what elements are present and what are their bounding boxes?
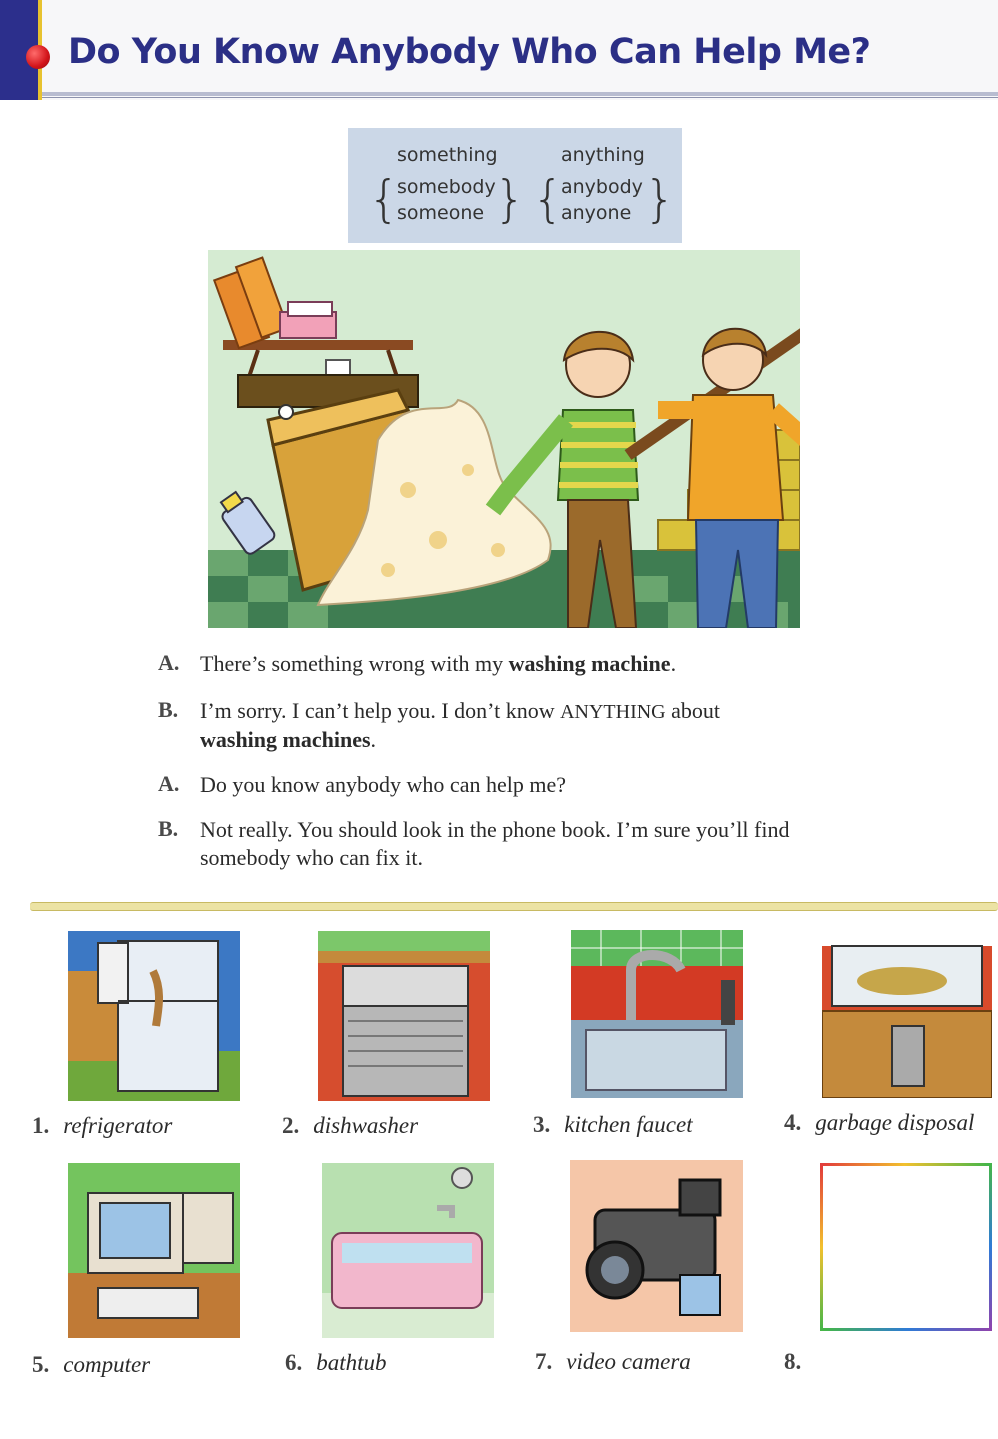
dialog-text-part: I’m sorry. I can’t help you. I don’t know	[200, 698, 561, 723]
vocabulary-box	[348, 128, 682, 243]
speaker-label: A.	[158, 771, 180, 796]
dialog-text-part: There’s something wrong with my	[200, 651, 509, 676]
dialog-text	[200, 697, 840, 754]
item-caption	[282, 1113, 418, 1139]
title-underline-thin	[42, 97, 998, 98]
bullet-dot-icon	[26, 45, 50, 69]
vocab-anybody: anybody	[561, 176, 643, 198]
computer-picture	[68, 1163, 240, 1338]
item-word: computer	[63, 1352, 151, 1377]
item-caption	[32, 1352, 150, 1378]
dialog-text: Do you know anybody who can help me?	[200, 772, 566, 797]
speaker-label: B.	[158, 697, 179, 722]
vocab-anything: anything	[561, 144, 645, 166]
refrigerator-picture	[68, 931, 240, 1101]
item-caption	[784, 1349, 815, 1375]
item-caption	[535, 1349, 691, 1375]
vocab-somebody: somebody	[397, 176, 496, 198]
blank-picture-frame	[820, 1163, 992, 1331]
dialog-text-part: .	[670, 651, 677, 676]
item-caption	[784, 1110, 974, 1136]
left-brace-icon: {	[532, 170, 564, 228]
item-word: kitchen faucet	[564, 1112, 693, 1137]
right-brace-icon: }	[494, 170, 526, 228]
left-brace-icon: {	[368, 170, 400, 228]
video-camera-picture	[570, 1160, 743, 1332]
item-number: 8.	[784, 1349, 802, 1374]
vocab-someone: someone	[397, 202, 485, 224]
speaker-label: A.	[158, 650, 180, 675]
item-number: 3.	[533, 1112, 551, 1137]
dialog-text	[200, 650, 840, 678]
vocab-something: something	[397, 144, 498, 166]
vocab-anyone: anyone	[561, 202, 632, 224]
item-caption	[533, 1112, 693, 1138]
dialog-emphasis: ANYTHING	[560, 701, 666, 723]
dialog-bold-term: washing machines	[200, 727, 371, 752]
item-number: 4.	[784, 1110, 802, 1135]
bathtub-picture	[322, 1163, 494, 1338]
item-word: garbage disposal	[815, 1110, 975, 1135]
item-caption	[32, 1113, 172, 1139]
section-divider	[30, 902, 998, 911]
dialog-bold-term: washing machine	[508, 651, 671, 676]
title-underline	[42, 92, 998, 96]
washing-machine-illustration	[208, 250, 800, 628]
item-word: bathtub	[316, 1350, 387, 1375]
kitchen-faucet-picture	[571, 930, 743, 1098]
page-title: Do You Know Anybody Who Can Help Me?	[68, 32, 871, 72]
item-number: 1.	[32, 1113, 50, 1138]
dishwasher-picture	[318, 931, 490, 1101]
item-number: 5.	[32, 1352, 50, 1377]
item-number: 7.	[535, 1349, 553, 1374]
item-caption	[285, 1350, 387, 1376]
dialog-text: Not really. You should look in the phone book. I’m sure you’ll find somebody who can fix it.	[200, 817, 790, 870]
item-number: 6.	[285, 1350, 303, 1375]
right-brace-icon: }	[644, 170, 676, 228]
item-word: refrigerator	[63, 1113, 173, 1138]
item-word: video camera	[566, 1349, 691, 1374]
speaker-label: B.	[158, 816, 179, 841]
item-number: 2.	[282, 1113, 300, 1138]
item-word: dishwasher	[313, 1113, 419, 1138]
dialog-text-part: .	[370, 727, 377, 752]
garbage-disposal-picture	[822, 926, 992, 1098]
dialog-text-part: about	[665, 698, 721, 723]
